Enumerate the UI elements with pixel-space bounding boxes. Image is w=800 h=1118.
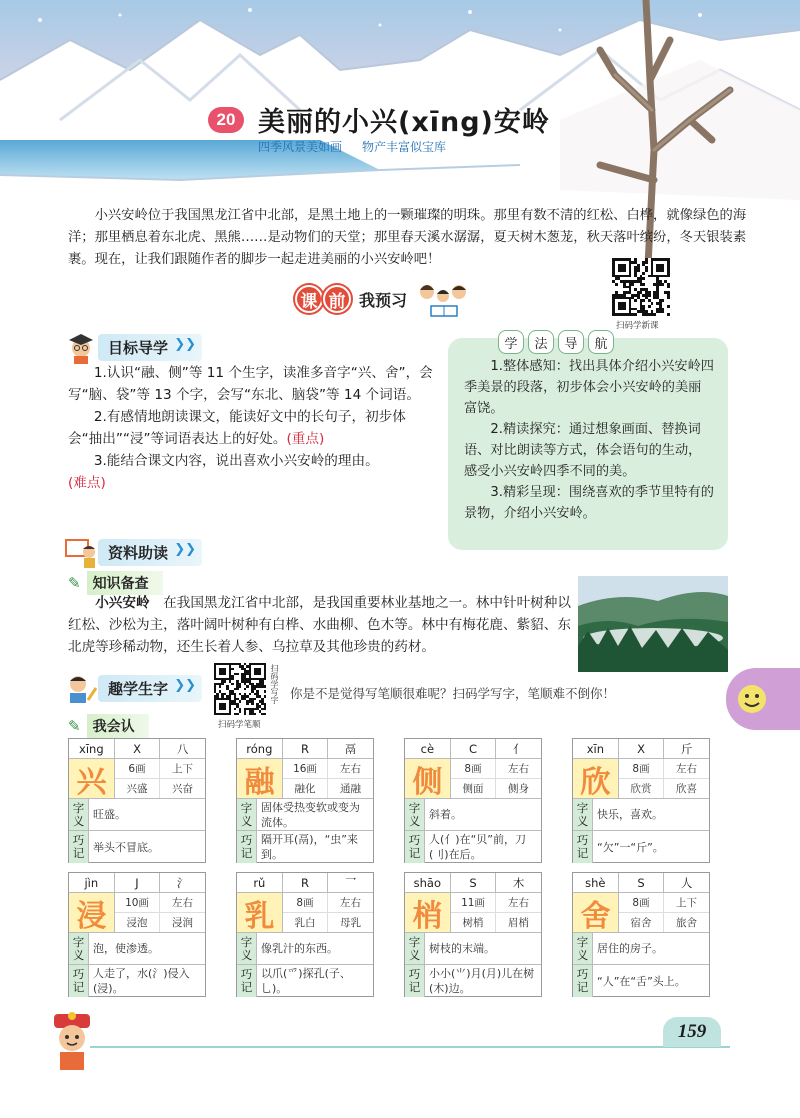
- goal-item-1: 1.认识“融、侧”等 11 个生字，读准多音字“兴、舍”，会写“脑、袋”等 13 个字，会写“东北、脑袋”等 14 个词语。: [68, 365, 433, 403]
- tip-label: [69, 831, 89, 863]
- tip-label-char: 巧: [240, 967, 253, 981]
- method-box: [448, 338, 728, 550]
- meaning-label-char: 字: [576, 934, 589, 949]
- card-word-2: 欣喜: [676, 782, 697, 795]
- intro-paragraph: 小兴安岭位于我国黑龙江省中北部，是黑土地上的一颗璀璨的明珠。那里有数不清的红松、白桦，就像绿色的海洋；那里栖息着东北虎、黑熊……是动物们的天堂；那里春天溪水潺潺，夏天树木葱茏，秋天落叶缤纷，冬天银装素裹。现在，让我们跟随作者的脚步一起走进美丽的小兴安岭吧！: [68, 208, 747, 267]
- qr-code-stroke-order[interactable]: [214, 663, 266, 715]
- card-structure: 左右: [328, 759, 373, 779]
- card-pinyin: rǔ: [237, 873, 283, 892]
- card-meaning: 树枝的末端。: [429, 942, 495, 955]
- meaning-label-char: 义: [240, 813, 253, 828]
- goal-item-3: 3.能结合课文内容，说出喜欢小兴安岭的理由。: [93, 453, 379, 469]
- character-card: [572, 872, 710, 997]
- qr-caption-stroke: 扫码学笔顺: [218, 720, 261, 730]
- card-pinyin: jìn: [69, 873, 115, 892]
- card-structure: 左右: [328, 893, 373, 913]
- card-strokes: 8画: [283, 893, 328, 913]
- method-heading-char-1: 学: [498, 330, 524, 354]
- card-strokes: 8画: [619, 893, 664, 913]
- tip-label-char: 巧: [576, 967, 589, 981]
- meaning-label: [237, 933, 257, 964]
- meaning-label-char: 义: [240, 947, 253, 962]
- reading-heading: [98, 539, 202, 566]
- card-memory-tip: 以爪(爫)探孔(子、乚)。: [261, 967, 351, 995]
- card-word-2: 浸润: [172, 916, 193, 929]
- qr-code-icon: [214, 663, 266, 715]
- goals-list: [68, 362, 440, 494]
- goal-item-2-text: 2.有感情地朗读课文，能读好文中的长句子，初步体会“抽出”“浸”等词语表达上的好处。: [68, 409, 406, 447]
- method-item-1: 1.整体感知：找出具体介绍小兴安岭四季美景的段落，初步体会小兴安岭的美丽富饶。: [464, 359, 714, 416]
- method-heading-char-2: 法: [528, 330, 554, 354]
- meaning-label-char: 字: [240, 934, 253, 949]
- card-strokes: 6画: [115, 759, 160, 779]
- side-tab: [726, 668, 800, 730]
- qr-code-icon: [612, 258, 670, 316]
- tip-label-char: 巧: [240, 833, 253, 847]
- meaning-label: [69, 933, 89, 964]
- tip-label-char: 记: [408, 980, 421, 994]
- meaning-label-char: 义: [72, 947, 85, 962]
- method-heading: [498, 330, 614, 354]
- card-word-2: 兴奋: [172, 782, 193, 795]
- banner-circle-char-2: 前: [323, 285, 351, 313]
- difficult-point-tag: (难点): [68, 475, 106, 491]
- card-meaning: 快乐，喜欢。: [597, 808, 663, 821]
- tip-label-char: 记: [576, 980, 589, 994]
- card-word-1: 融化: [283, 779, 328, 799]
- student-writing-icon: [64, 672, 98, 704]
- character-card: [404, 872, 542, 997]
- card-meaning: 居住的房子。: [597, 942, 663, 955]
- tip-label-char: 记: [240, 980, 253, 994]
- meaning-label-char: 义: [408, 947, 421, 962]
- meaning-label-char: 义: [576, 947, 589, 962]
- method-heading-char-4: 航: [588, 330, 614, 354]
- tip-label: [237, 965, 257, 997]
- card-radical: 亻: [512, 741, 525, 756]
- character-card: [68, 738, 206, 863]
- card-memory-tip: 举头不冒底。: [93, 840, 159, 854]
- subtitle-right: 物产丰富似宝库: [362, 140, 447, 154]
- pencil-icon: ✎: [68, 717, 81, 735]
- card-word-1: 欣赏: [619, 779, 664, 799]
- key-point-tag: (重点): [286, 431, 325, 447]
- fun-tip-text: 你是不是觉得写笔顺很难呢？扫码学写字，笔顺难不倒你！: [290, 686, 616, 701]
- card-radical: 乛: [344, 875, 357, 890]
- card-initial: R: [283, 873, 329, 892]
- card-structure: 上下: [160, 759, 205, 779]
- meaning-label-char: 义: [72, 813, 85, 828]
- meaning-label-char: 字: [72, 800, 85, 815]
- card-radical: 斤: [680, 741, 693, 756]
- meaning-label-char: 字: [408, 800, 421, 815]
- meaning-label-char: 字: [240, 800, 253, 815]
- card-initial: X: [115, 739, 161, 758]
- card-word-1: 兴盛: [115, 779, 160, 799]
- card-strokes: 11画: [451, 893, 496, 913]
- card-word-1: 浸泡: [115, 913, 160, 933]
- meaning-label-char: 义: [408, 813, 421, 828]
- lesson-title-row: [208, 100, 550, 139]
- card-character: 兴: [69, 759, 115, 798]
- meaning-label-char: 字: [408, 934, 421, 949]
- card-character: 侧: [405, 759, 451, 798]
- card-initial: R: [283, 739, 329, 758]
- knowledge-heading: 知识备查: [87, 571, 163, 595]
- card-character: 舍: [573, 893, 619, 932]
- card-pinyin: róng: [237, 739, 283, 758]
- method-heading-char-3: 导: [558, 330, 584, 354]
- page-number: 159: [663, 1017, 721, 1047]
- double-chevron-icon: ❯❯: [174, 336, 197, 352]
- card-structure: 左右: [496, 759, 541, 779]
- i-can-recognize-header: [68, 714, 149, 738]
- subtitle-left: 四季风景美如画: [258, 140, 343, 154]
- card-pinyin: xīng: [69, 739, 115, 758]
- meaning-label: [573, 933, 593, 964]
- preview-banner: [295, 280, 473, 318]
- card-initial: S: [619, 873, 665, 892]
- qr-caption-top: 扫码学新课: [616, 321, 659, 331]
- tip-label-char: 巧: [72, 967, 85, 981]
- method-item-3: 3.精彩呈现：围绕喜欢的季节里特有的景物，介绍小兴安岭。: [464, 485, 714, 521]
- card-memory-tip: “人”在“舌”头上。: [597, 974, 686, 988]
- card-word-2: 母乳: [340, 916, 361, 929]
- meaning-label: [69, 799, 89, 830]
- card-structure: 左右: [160, 893, 205, 913]
- meaning-label-char: 字: [72, 934, 85, 949]
- card-initial: S: [451, 873, 497, 892]
- card-radical: 木: [512, 875, 525, 890]
- card-initial: X: [619, 739, 665, 758]
- card-structure: 上下: [664, 893, 709, 913]
- tip-label-char: 记: [72, 980, 85, 994]
- meaning-label: [405, 933, 425, 964]
- card-word-1: 宿舍: [619, 913, 664, 933]
- card-radical: 八: [176, 741, 189, 756]
- card-memory-tip: 人走了，水(氵)侵入(浸)。: [93, 967, 190, 995]
- banner-text: 我预习: [359, 290, 408, 310]
- tip-label-char: 记: [240, 846, 253, 860]
- footer-line: [90, 1046, 730, 1048]
- character-card: [68, 872, 206, 997]
- graduate-teacher-icon: [64, 330, 98, 364]
- mascot-illustration: [48, 1010, 96, 1074]
- card-initial: C: [451, 739, 497, 758]
- card-word-1: 侧面: [451, 779, 496, 799]
- tip-label: [573, 965, 593, 997]
- tip-label: [405, 965, 425, 997]
- fun-characters-header: [64, 672, 202, 704]
- pencil-icon: ✎: [68, 574, 81, 592]
- meaning-label-char: 字: [576, 800, 589, 815]
- meaning-label: [573, 799, 593, 830]
- double-chevron-icon: ❯❯: [174, 541, 197, 557]
- knowledge-term: 小兴安岭: [95, 595, 150, 611]
- card-word-2: 旅舍: [676, 916, 697, 929]
- banner-circle-char-1: 课: [295, 285, 323, 313]
- card-word-2: 侧身: [508, 782, 529, 795]
- tip-label-char: 巧: [576, 833, 589, 847]
- card-radical: 氵: [176, 875, 189, 890]
- method-item-2: 2.精读探究：通过想象画面、替换词语、对比朗读等方式，体会语句的生动，感受小兴安岭四季不同的美。: [464, 422, 702, 479]
- reading-header: [64, 536, 202, 568]
- card-strokes: 16画: [283, 759, 328, 779]
- card-structure: 左右: [664, 759, 709, 779]
- tip-label-char: 记: [408, 846, 421, 860]
- card-meaning: 旺盛。: [93, 808, 126, 821]
- recognize-heading: 我会认: [87, 714, 149, 738]
- reading-heading-text: 资料助读: [108, 543, 169, 562]
- goals-header: [64, 330, 202, 364]
- forest-photo: [578, 576, 728, 672]
- card-structure: 左右: [496, 893, 541, 913]
- tip-label-char: 记: [72, 846, 85, 860]
- card-strokes: 10画: [115, 893, 160, 913]
- lesson-title: 美丽的小兴(xīng)安岭: [258, 107, 550, 138]
- card-meaning: 斜着。: [429, 808, 462, 821]
- character-card: [236, 872, 374, 997]
- lesson-subtitle: [258, 138, 446, 155]
- card-character: 梢: [405, 893, 451, 932]
- fun-heading: [98, 675, 202, 702]
- knowledge-body: 在我国黑龙江省中北部，是我国重要林业基地之一。林中针叶树种以红松、沙松为主，落叶阔叶树种有白桦、水曲柳、色木等。林中有梅花鹿、紫貂、东北虎等珍稀动物，还生长着人参、乌拉草及其他珍贵的药材。: [68, 595, 571, 655]
- tip-label: [237, 831, 257, 863]
- double-chevron-icon: ❯❯: [174, 677, 197, 693]
- knowledge-paragraph: [68, 592, 578, 658]
- qr-code-new-lesson[interactable]: [612, 258, 670, 316]
- card-character: 乳: [237, 893, 283, 932]
- card-pinyin: xīn: [573, 739, 619, 758]
- goals-heading-text: 目标导学: [108, 338, 169, 357]
- tip-label: [69, 965, 89, 997]
- card-character: 欣: [573, 759, 619, 798]
- reading-family-icon: [413, 280, 473, 318]
- card-memory-tip: “欠”一“斤”。: [597, 840, 664, 854]
- tip-label-char: 巧: [408, 833, 421, 847]
- tip-label-char: 记: [576, 846, 589, 860]
- card-memory-tip: 小小(⺌)月(月)儿在树(木)边。: [429, 967, 535, 995]
- card-strokes: 8画: [619, 759, 664, 779]
- meaning-label-char: 义: [576, 813, 589, 828]
- card-word-1: 乳白: [283, 913, 328, 933]
- card-strokes: 8画: [451, 759, 496, 779]
- card-pinyin: shāo: [405, 873, 451, 892]
- card-radical: 人: [680, 875, 693, 890]
- meaning-label: [237, 799, 257, 830]
- tip-label-char: 巧: [72, 833, 85, 847]
- card-initial: J: [115, 873, 161, 892]
- smiley-icon: [732, 679, 772, 719]
- card-memory-tip: 人(亻)在“贝”前，刀(刂)在后。: [429, 833, 526, 861]
- qr-caption-writing: 扫码学写字: [270, 664, 279, 704]
- goals-heading: [98, 334, 202, 361]
- character-card: [572, 738, 710, 863]
- card-meaning: 泡，使渗透。: [93, 942, 159, 955]
- goal-item-2: [68, 406, 440, 450]
- card-meaning: 像乳汁的东西。: [261, 942, 338, 955]
- tip-label-char: 巧: [408, 967, 421, 981]
- tip-label: [573, 831, 593, 863]
- card-pinyin: cè: [405, 739, 451, 758]
- card-character: 融: [237, 759, 283, 798]
- teacher-board-icon: [64, 536, 98, 568]
- meaning-label: [405, 799, 425, 830]
- card-word-2: 通融: [340, 782, 361, 795]
- character-card: [236, 738, 374, 863]
- lesson-number-badge: 20: [208, 107, 244, 133]
- card-pinyin: shè: [573, 873, 619, 892]
- card-word-1: 树梢: [451, 913, 496, 933]
- card-radical: 鬲: [344, 741, 357, 756]
- card-word-2: 眉梢: [508, 916, 529, 929]
- card-meaning: 固体受热变软或变为流体。: [261, 800, 360, 829]
- fun-heading-text: 趣学生字: [108, 679, 169, 698]
- tip-label: [405, 831, 425, 863]
- character-card: [404, 738, 542, 863]
- card-character: 浸: [69, 893, 115, 932]
- card-memory-tip: 隔开耳(鬲)，“虫”来到。: [261, 833, 358, 861]
